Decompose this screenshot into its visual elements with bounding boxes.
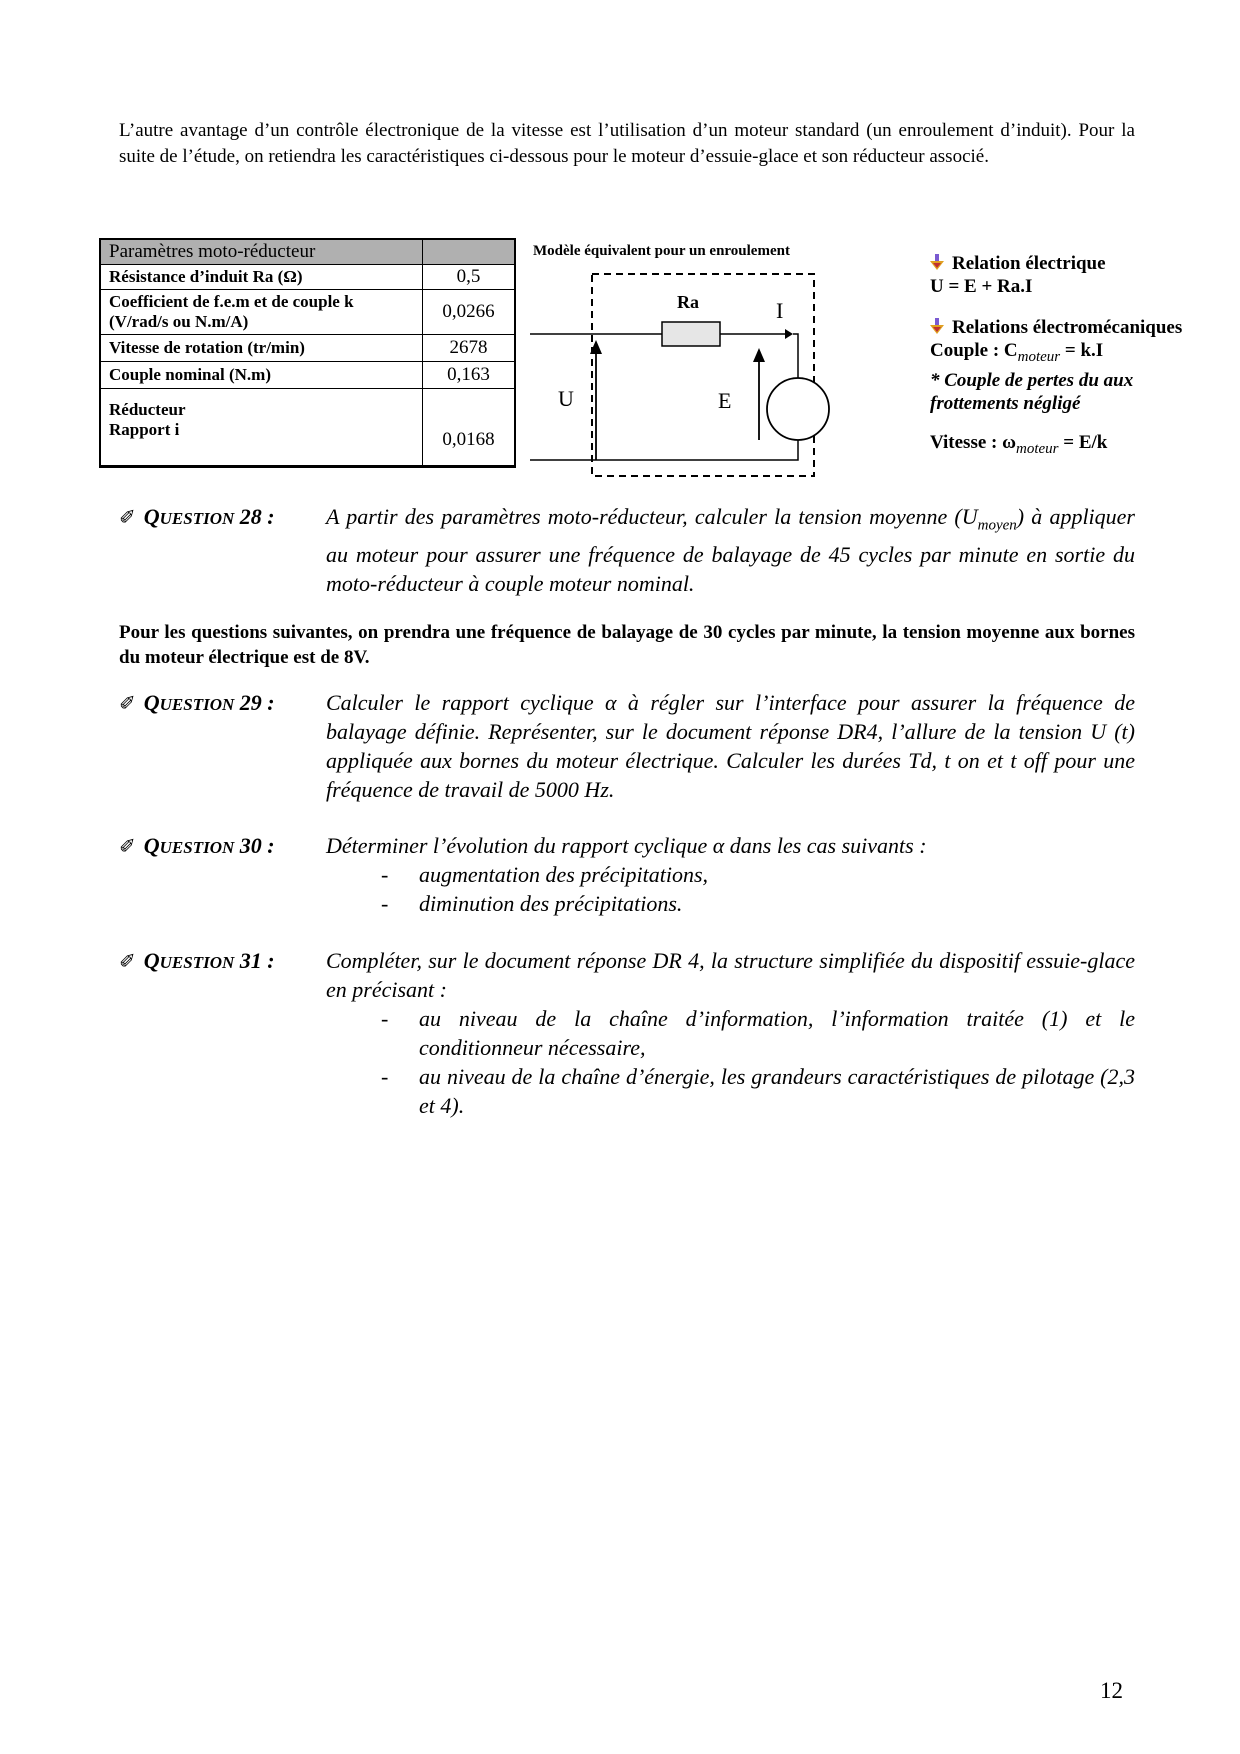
- bullet-list: [326, 1004, 1135, 1120]
- table-row: [100, 389, 515, 467]
- electromech-relations-title: Relations électromécaniques: [952, 317, 1183, 338]
- row-label: Coefficient de f.e.m et de couple k (V/rad/s ou N.m/A): [100, 290, 423, 335]
- table-row: [100, 362, 515, 389]
- row-value: 0,0168: [423, 389, 516, 467]
- pencil-icon: ✐: [119, 693, 136, 715]
- down-arrow-bullet-icon: [930, 254, 944, 270]
- question-label: ✐ QUESTION 29 :: [119, 690, 275, 715]
- question-label: ✐ QUESTION 30 :: [119, 833, 275, 858]
- down-arrow-bullet-icon: [930, 318, 944, 334]
- question-text: Compléter, sur le document réponse DR 4, la structure simplifiée du dispositif essuie-glace en précisant :: [326, 948, 1135, 1002]
- list-item: - diminution des précipitations.: [326, 889, 1135, 918]
- wire-to-source: [793, 334, 798, 378]
- row-label: Couple nominal (N.m): [100, 362, 423, 389]
- question-label: ✐ QUESTION 31 :: [119, 948, 275, 973]
- bullet-list: [326, 860, 1135, 918]
- voltage-source-circle: [767, 378, 829, 440]
- row-label: [100, 389, 423, 467]
- question-text: Calculer le rapport cyclique α à régler sur l’interface pour assurer la fréquence de balayage définie. Représenter, sur le document réponse DR4, l’allure de la tension U (t) appliquée aux bornes du moteur électrique. Calculer les durées Td, t on et t off pour une fréquence de travail de 5000 Hz.: [326, 690, 1135, 802]
- resistor-label: Ra: [677, 292, 699, 312]
- emf-label: E: [718, 388, 732, 413]
- friction-note-line2: frottements négligé: [930, 392, 1081, 414]
- list-item: - au niveau de la chaîne d’énergie, les grandeurs caractéristiques de pilotage (2,3 et 4).: [326, 1062, 1135, 1120]
- row-value: 0,163: [423, 362, 516, 389]
- table-row: [100, 335, 515, 362]
- current-arrowhead: [785, 329, 793, 339]
- row-label-line2: Rapport i: [109, 420, 180, 439]
- question-text: Déterminer l’évolution du rapport cyclique α dans les cas suivants :: [326, 833, 927, 858]
- relations-panel: [930, 252, 1182, 461]
- table-row: [100, 290, 515, 335]
- question-label: ✐ QUESTION 28 :: [119, 504, 275, 529]
- page-number: 12: [1100, 1678, 1123, 1703]
- bottom-wire: [530, 440, 798, 460]
- pencil-icon: ✐: [119, 507, 136, 529]
- equivalent-circuit-diagram: [530, 240, 860, 485]
- table-row: [100, 265, 515, 290]
- list-item: - augmentation des précipitations,: [326, 860, 1135, 889]
- row-label: Résistance d’induit Ra (Ω): [100, 265, 423, 290]
- current-label: I: [776, 298, 784, 323]
- resistor-ra: [662, 322, 720, 346]
- parameters-table: [99, 238, 516, 468]
- speed-equation: Vitesse : $\omega_{moteur} = E/k$: [930, 431, 1108, 457]
- friction-note-line1: * Couple de pertes du aux: [930, 369, 1134, 391]
- electrical-equation: U = E + Ra.I: [930, 276, 1033, 297]
- row-label-line1: Réducteur: [109, 400, 186, 419]
- intro-paragraph: L’autre avantage d’un contrôle électronique de la vitesse est l’utilisation d’un moteur standard (un enroulement d’induit). Pour la suite de l’étude, on retiendra les caractéristiques ci-dessous pour le moteur d’essuie-glace et son réducteur associé.: [119, 120, 1135, 167]
- e-arrowhead: [753, 348, 765, 362]
- table-header-empty: [423, 239, 516, 265]
- pencil-icon: ✐: [119, 951, 136, 973]
- electrical-relation-title: Relation électrique: [952, 253, 1106, 274]
- row-label: Vitesse de rotation (tr/min): [100, 335, 423, 362]
- instruction-note: Pour les questions suivantes, on prendra une fréquence de balayage de 30 cycles par minute, la tension moyenne aux bornes du moteur électrique est de 8V.: [119, 622, 1135, 668]
- circuit-title: Modèle équivalent pour un enroulement: [533, 243, 790, 259]
- row-value: 0,5: [423, 265, 516, 290]
- row-value: 2678: [423, 335, 516, 362]
- table-header: Paramètres moto-réducteur: [100, 239, 423, 265]
- couple-equation: Couple : $C_{moteur} = k.I$: [930, 340, 1104, 365]
- pencil-icon: ✐: [119, 836, 136, 858]
- row-value: 0,0266: [423, 290, 516, 335]
- question-text: A partir des paramètres moto-réducteur, calculer la tension moyenne $(U_{moyen})$ à appliquer au moteur pour assurer une fréquence de balayage de 45 cycles par minute en sortie du moto-réducteur à couple moteur nominal.: [326, 504, 1135, 597]
- voltage-label: U: [558, 386, 574, 411]
- list-item: - au niveau de la chaîne d’information, l’information traitée (1) et le conditionneur nécessaire,: [326, 1004, 1135, 1062]
